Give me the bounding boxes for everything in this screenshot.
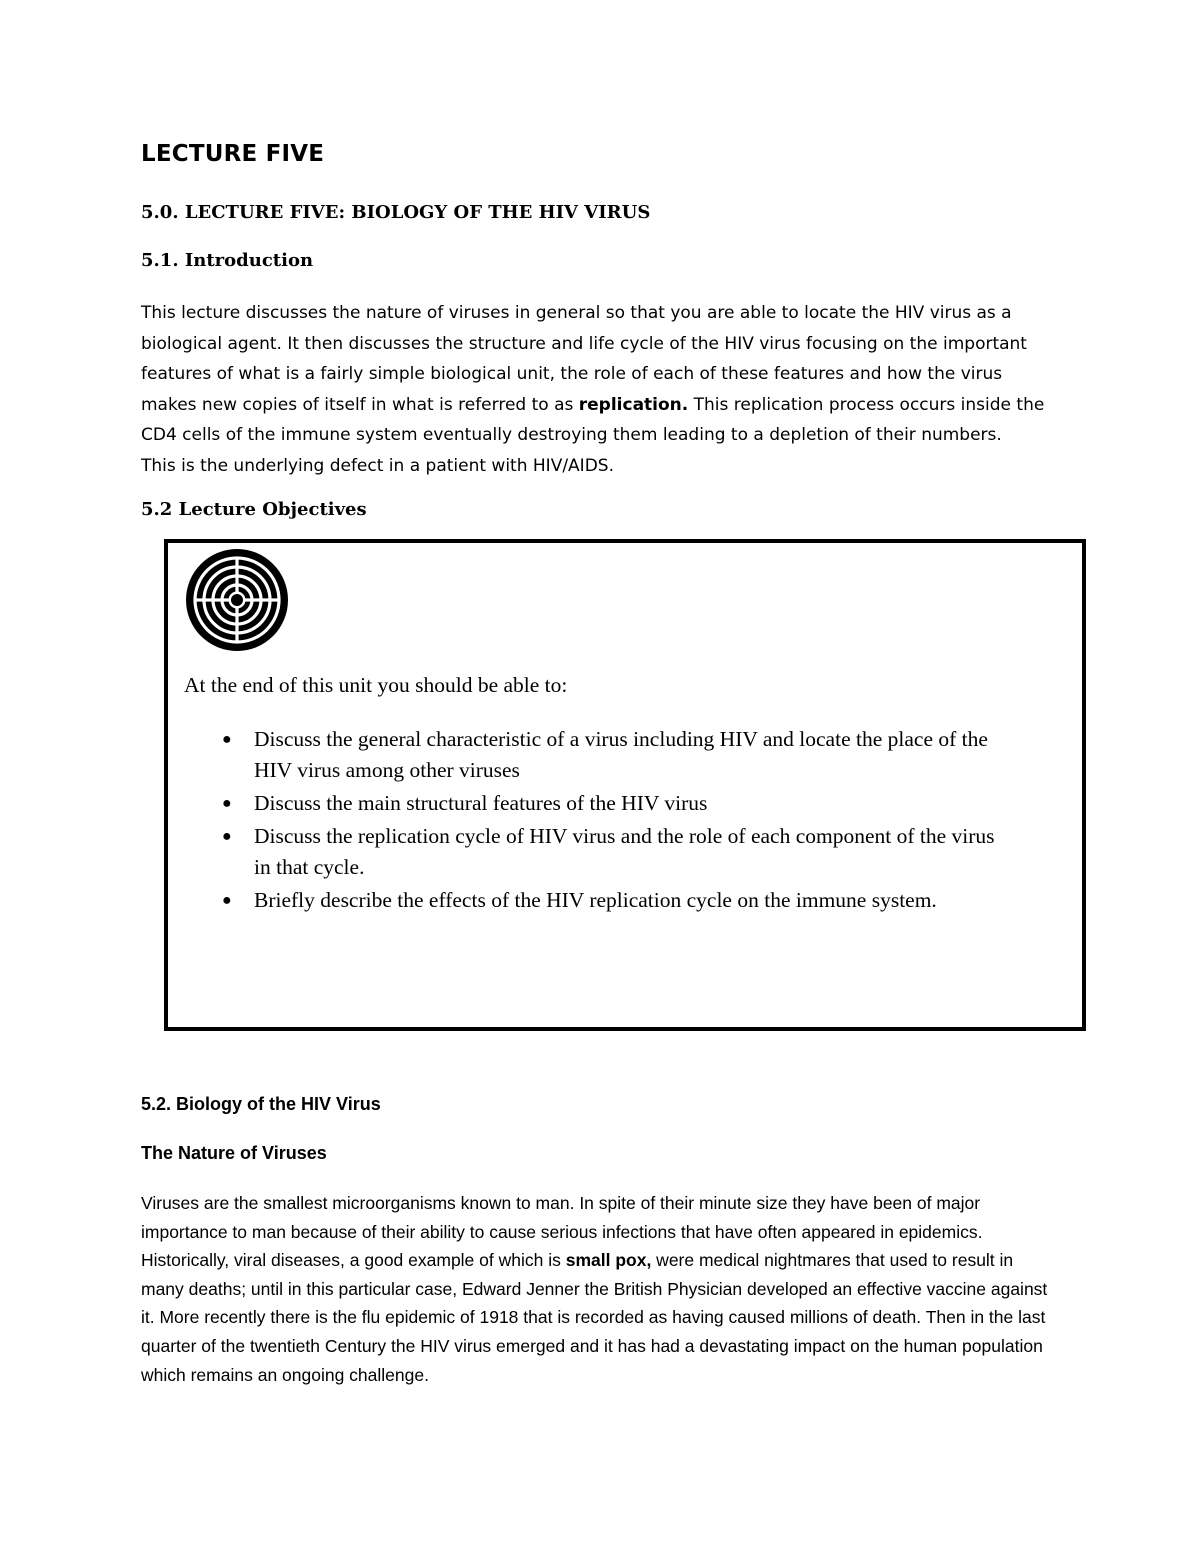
section-heading-5-0: 5.0. LECTURE FIVE: BIOLOGY OF THE HIV VIRUS: [141, 202, 651, 223]
intro-line: This lecture discusses the nature of viruses in general so that you are able to locate the HIV virus as a: [141, 303, 1012, 323]
section-heading-biology: 5.2. Biology of the HIV Virus: [141, 1094, 381, 1114]
viruses-line: quarter of the twentieth Century the HIV virus emerged and it has had a devastating impact on the human population: [141, 1335, 1043, 1356]
target-icon: [185, 548, 289, 652]
objective-text: in that cycle.: [254, 855, 365, 879]
replication-term: replication.: [578, 394, 689, 415]
viruses-text: Historically, viral diseases, a good example of which is: [141, 1250, 566, 1271]
intro-line: features of what is a fairly simple biological unit, the role of each of these features and how the virus: [141, 364, 1003, 385]
viruses-line: [141, 1246, 1071, 1275]
bullet-icon: ●: [222, 828, 232, 845]
objective-text: Discuss the main structural features of the HIV virus: [254, 791, 708, 815]
viruses-text: were medical nightmares that used to result in: [651, 1250, 1014, 1271]
objective-item: [184, 821, 1068, 883]
bullet-icon: ●: [222, 892, 232, 909]
viruses-line: it. More recently there is the flu epidemic of 1918 that is recorded as having caused millions of death. Then in the last: [141, 1307, 1046, 1328]
introduction-paragraph: [141, 298, 1071, 482]
intro-line: biological agent. It then discusses the structure and life cycle of the HIV virus focusing on the important: [141, 333, 1027, 354]
viruses-line: Viruses are the smallest microorganisms known to man. In spite of their minute size they have been of major: [141, 1193, 981, 1213]
intro-text: This replication process occurs inside the: [688, 394, 1045, 415]
intro-line: [141, 390, 1071, 421]
objective-text: Briefly describe the effects of the HIV replication cycle on the immune system.: [254, 888, 937, 912]
subheading-nature-of-viruses: The Nature of Viruses: [141, 1143, 327, 1163]
objective-item: [184, 724, 1068, 786]
objective-text: HIV virus among other viruses: [254, 758, 520, 782]
viruses-paragraph: [141, 1189, 1071, 1389]
intro-text: makes new copies of itself in what is referred to as: [141, 394, 579, 415]
bullet-icon: ●: [222, 795, 232, 812]
bullet-icon: ●: [222, 731, 232, 748]
small-pox-term: small pox,: [565, 1250, 652, 1271]
section-heading-5-1: 5.1. Introduction: [141, 250, 314, 271]
viruses-line: which remains an ongoing challenge.: [141, 1364, 429, 1385]
viruses-line: importance to man because of their ability to cause serious infections that have often appeared in epidemics.: [141, 1221, 983, 1242]
objective-item: [184, 788, 1068, 819]
objective-text: Discuss the general characteristic of a virus including HIV and locate the place of the: [254, 727, 988, 751]
intro-line: This is the underlying defect in a patient with HIV/AIDS.: [141, 455, 614, 476]
viruses-line: many deaths; until in this particular case, Edward Jenner the British Physician developed an effective vaccine against: [141, 1278, 1048, 1299]
objectives-list: [184, 724, 1068, 918]
section-heading-objectives: 5.2 Lecture Objectives: [141, 499, 367, 520]
objectives-intro: At the end of this unit you should be able to:: [184, 673, 568, 697]
intro-line: CD4 cells of the immune system eventually destroying them leading to a depletion of their numbers.: [141, 425, 1002, 446]
objective-item: [184, 885, 1068, 916]
objective-text: Discuss the replication cycle of HIV virus and the role of each component of the virus: [254, 824, 995, 848]
document-title: LECTURE FIVE: [141, 141, 325, 167]
